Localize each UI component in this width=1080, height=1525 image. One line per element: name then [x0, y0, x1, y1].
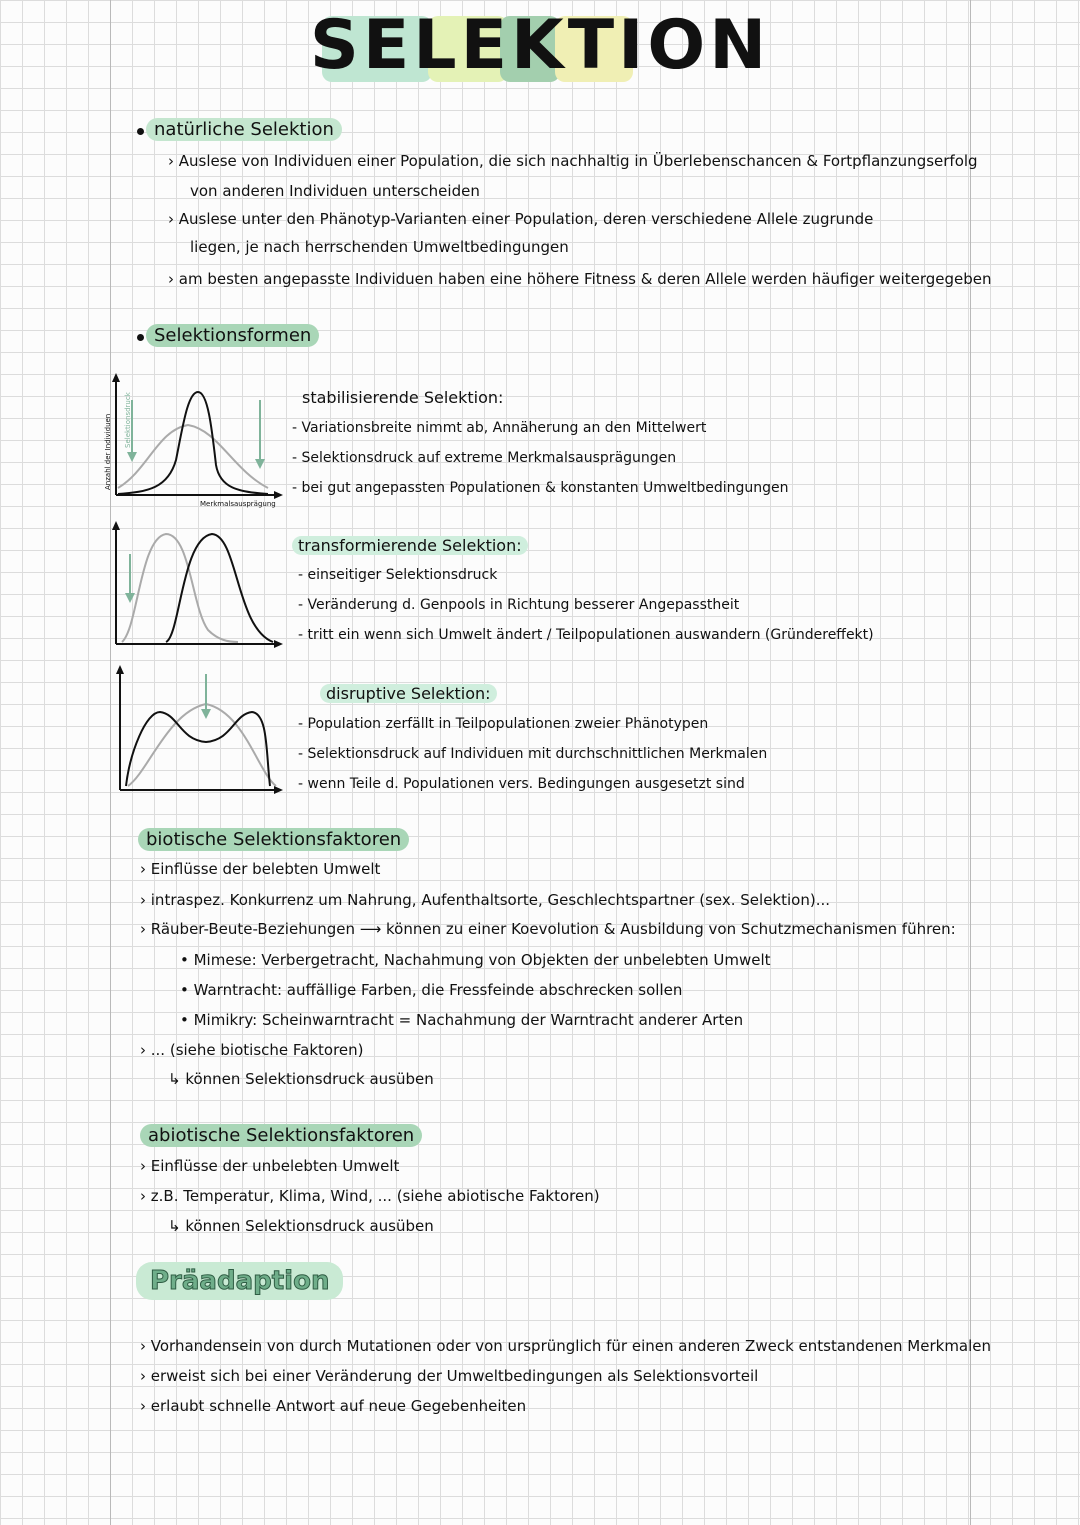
disruptive-point-2: - Selektionsdruck auf Individuen mit durchschnittlichen Merkmalen [298, 746, 768, 762]
selection-forms-heading: Selektionsformen [146, 324, 319, 347]
natural-line-1: › Auslese von Individuen einer Population, die sich nachhaltig in Überlebenschancen & Fortpflanzungserfolg [168, 152, 978, 170]
selection-pressure-label: Selektionsdruck [124, 392, 132, 448]
y-axis-arrowhead [112, 373, 120, 382]
transforming-selection-chart [108, 518, 288, 653]
y-axis-arrowhead [116, 665, 124, 674]
x-axis-arrowhead [274, 640, 283, 648]
preadaptation-line-1: › Vorhandensein von durch Mutationen oder von ursprünglich für einen anderen Zweck entstandenen Merkmalen [140, 1337, 992, 1355]
natural-line-5: › am besten angepasste Individuen haben eine höhere Fitness & deren Allele werden häufiger weitergegeben [168, 270, 992, 288]
x-axis-arrowhead [274, 786, 283, 794]
biotic-line-2: › intraspez. Konkurrenz um Nahrung, Aufenthaltsorte, Geschlechtspartner (sex. Selektion)... [140, 891, 831, 909]
x-axis-arrowhead [274, 491, 283, 499]
selected-distribution-curve [118, 392, 268, 494]
disruptive-selection-chart [108, 662, 288, 800]
stabilizing-selection-title: stabilisierende Selektion: [302, 388, 504, 407]
disruptive-point-1: - Population zerfällt in Teilpopulationen zweier Phänotypen [298, 716, 709, 732]
x-axis-label: Merkmalsausprägung [200, 500, 276, 508]
transforming-point-1: - einseitiger Selektionsdruck [298, 567, 498, 583]
natural-line-3: › Auslese unter den Phänotyp-Varianten einer Population, deren verschiedene Allele zugrunde [168, 210, 874, 228]
page-title: SELEKTION [309, 6, 771, 85]
stabilizing-point-1: - Variationsbreite nimmt ab, Annäherung an den Mittelwert [292, 420, 707, 436]
abiotic-line-1: › Einflüsse der unbelebten Umwelt [140, 1157, 400, 1175]
transforming-point-2: - Veränderung d. Genpools in Richtung besserer Angepasstheit [298, 597, 740, 613]
abiotic-line-3: ↳ können Selektionsdruck ausüben [168, 1217, 434, 1235]
biotic-line-mimese: • Mimese: Verbergetracht, Nachahmung von Objekten der unbelebten Umwelt [180, 951, 771, 969]
transforming-selection-title: transformierende Selektion: [292, 536, 528, 555]
natural-line-2: von anderen Individuen unterscheiden [190, 182, 480, 200]
abiotic-factors-heading: abiotische Selektionsfaktoren [140, 1124, 422, 1147]
biotic-line-7: › ... (siehe biotische Faktoren) [140, 1041, 364, 1059]
original-distribution-curve [118, 425, 268, 488]
disruptive-point-3: - wenn Teile d. Populationen vers. Bedingungen ausgesetzt sind [298, 776, 745, 792]
biotic-line-8: ↳ können Selektionsdruck ausüben [168, 1070, 434, 1088]
selection-pressure-arrowhead [201, 709, 211, 719]
natural-line-4: liegen, je nach herrschenden Umweltbedingungen [190, 238, 569, 256]
y-axis-arrowhead [112, 521, 120, 530]
selection-pressure-arrowhead [127, 452, 137, 462]
bullet-dot [137, 334, 144, 341]
right-margin-line [970, 0, 971, 1525]
selection-pressure-arrowhead [255, 459, 265, 469]
preadaptation-line-3: › erlaubt schnelle Antwort auf neue Gegebenheiten [140, 1397, 527, 1415]
transforming-point-3: - tritt ein wenn sich Umwelt ändert / Teilpopulationen auswandern (Gründereffekt) [298, 627, 874, 643]
biotic-line-3: › Räuber-Beute-Beziehungen ⟶ können zu einer Koevolution & Ausbildung von Schutzmechanismen führen: [140, 920, 956, 938]
preadaptation-heading: Präadaption [136, 1262, 343, 1300]
bullet-dot [137, 128, 144, 135]
biotic-line-warntracht: • Warntracht: auffällige Farben, die Fressfeinde abschrecken sollen [180, 981, 683, 999]
selection-pressure-arrowhead [125, 593, 135, 603]
stabilizing-point-3: - bei gut angepassten Populationen & konstanten Umweltbedingungen [292, 480, 789, 496]
stabilizing-selection-chart [88, 370, 288, 510]
original-distribution-curve [122, 534, 238, 642]
biotic-line-1: › Einflüsse der belebten Umwelt [140, 860, 381, 878]
stabilizing-point-2: - Selektionsdruck auf extreme Merkmalsausprägungen [292, 450, 677, 466]
y-axis-label: Anzahl der Individuen [104, 413, 112, 490]
biotic-factors-heading: biotische Selektionsfaktoren [138, 828, 409, 851]
natural-selection-heading: natürliche Selektion [146, 118, 342, 141]
abiotic-line-2: › z.B. Temperatur, Klima, Wind, ... (siehe abiotische Faktoren) [140, 1187, 600, 1205]
split-distribution-curve [126, 712, 270, 786]
biotic-line-mimikry: • Mimikry: Scheinwarntracht = Nachahmung der Warntracht anderer Arten [180, 1011, 744, 1029]
disruptive-selection-title: disruptive Selektion: [320, 684, 497, 703]
preadaptation-line-2: › erweist sich bei einer Veränderung der Umweltbedingungen als Selektionsvorteil [140, 1367, 759, 1385]
